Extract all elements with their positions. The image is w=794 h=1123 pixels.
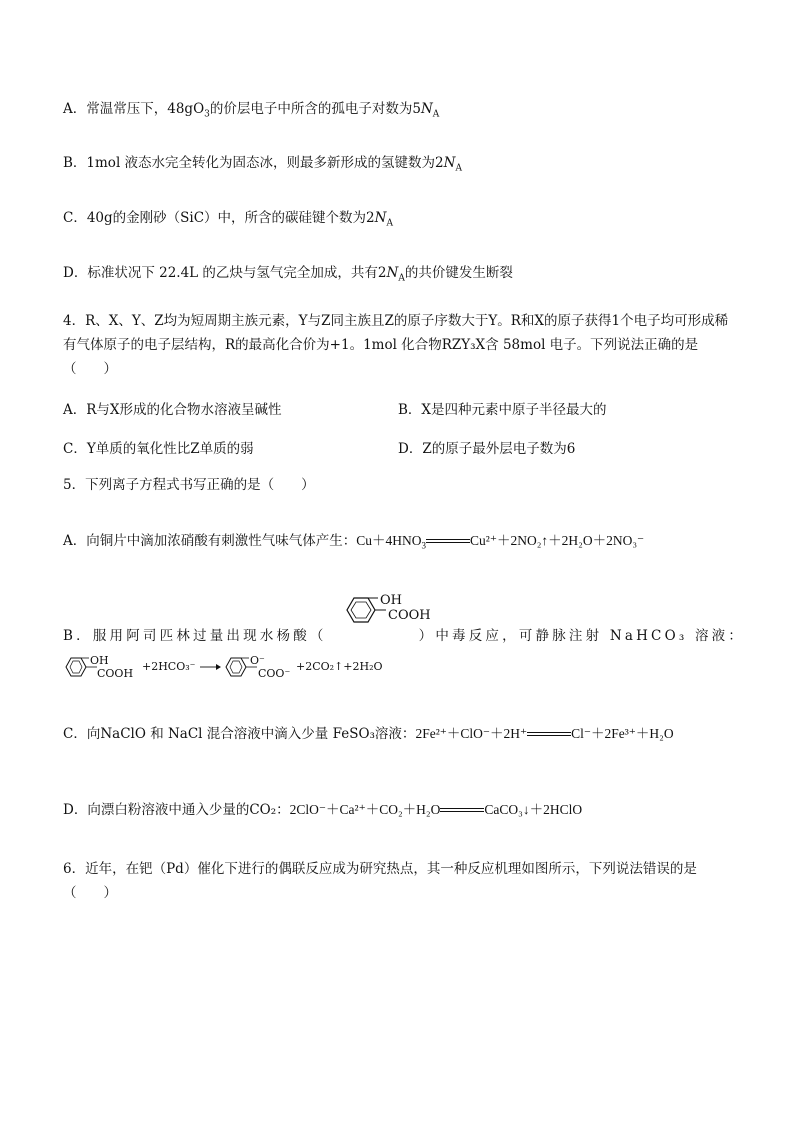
scheme-coo-minus-label: COO⁻ <box>258 667 291 680</box>
q4-option-c: C．Y单质的氧化性比Z单质的弱 <box>63 441 254 457</box>
q5-option-b-text: B．服用阿司匹林过量出现水杨酸（ <box>63 628 327 644</box>
subscript: A <box>455 163 462 174</box>
q5-option-d-text: D．向漂白粉溶液中通入少量的CO₂： <box>63 802 290 818</box>
q3-option-a-text: A．常温常压下，48gO <box>63 101 205 117</box>
scheme-bicarbonate: +2HCO₃⁻ <box>142 660 196 673</box>
equals-arrow-icon <box>440 806 484 816</box>
q3-option-d-text: D．标准状况下 22.4L 的乙炔与氢气完全加成，共有2 <box>63 265 387 281</box>
avogadro-symbol: N <box>443 155 456 171</box>
q4-option-d: D．Z的原子最外层电子数为6 <box>398 441 576 457</box>
subscript: A <box>432 109 440 120</box>
equation-right: Cu²⁺＋2NO₂↑＋2H₂O＋2NO₃⁻ <box>470 533 645 548</box>
q3-option-a-text2: 的价层电子中所含的孤电子对数为5 <box>209 101 421 117</box>
q3-option-c-text: C．40g的金刚砂（SiC）中，所含的碳硅键个数为2 <box>63 210 375 226</box>
equation-left: Cu＋4HNO <box>356 533 422 548</box>
scheme-oh-label: OH <box>90 654 109 667</box>
equation-right: CaCO₃↓＋2HClO <box>484 802 583 817</box>
equals-arrow-icon <box>527 730 571 740</box>
q4-option-a: A．R与X形成的化合物水溶液呈碱性 <box>63 402 282 418</box>
q3-option-b-text: B．1mol 液态水完全转化为固态冰，则最多新形成的氢键数为2 <box>63 155 444 171</box>
struct-oh-label: OH <box>380 593 402 608</box>
q3-option-d <box>63 263 513 289</box>
q5-option-a-text: A．向铜片中滴加浓硝酸有刺激性气味气体产生： <box>63 533 357 549</box>
subscript: A <box>386 218 393 229</box>
avogadro-symbol: N <box>374 210 387 226</box>
avogadro-symbol: N <box>386 265 399 281</box>
q5-option-a: A．向铜片中滴加浓硝酸有刺激性气味气体产生：$Cu+4HNO_3$ Cu²⁺＋2NO₂↑＋2H₂O＋2NO₃⁻ <box>63 533 645 551</box>
q3-option-a <box>63 99 439 125</box>
q5-option-c-text: C．向NaClO 和 NaCl 混合溶液中滴入少量 FeSO₃溶液： <box>63 726 416 742</box>
subscript: A <box>398 273 405 284</box>
equation-left: 2ClO⁻＋Ca²⁺＋CO₂＋H₂O <box>289 802 441 817</box>
equation-left: 2Fe²⁺＋ClO⁻＋2H⁺ <box>415 726 528 741</box>
scheme-products: +2CO₂↑+2H₂O <box>296 660 383 673</box>
subscript: 3 <box>204 109 210 120</box>
q5-option-d <box>63 800 582 820</box>
q5-stem: 5．下列离子方程式书写正确的是（ ） <box>63 477 315 493</box>
q5-option-c <box>63 724 674 744</box>
q4-option-b: B．X是四种元素中原子半径最大的 <box>398 402 607 418</box>
q3-option-d-suffix: 的共价键发生断裂 <box>404 265 513 281</box>
equals-arrow-icon <box>426 537 470 547</box>
q3-option-b <box>63 153 462 179</box>
q3-option-c <box>63 208 393 234</box>
q5-option-b-text2: ）中毒反应，可静脉注射 NaHCO₃ 溶液： <box>418 628 746 644</box>
avogadro-symbol: N <box>420 101 433 117</box>
scheme-cooh-label: COOH <box>97 667 134 680</box>
equation-right: Cl⁻＋2Fe³⁺＋H₂O <box>571 726 674 741</box>
scheme-o-minus-label: O⁻ <box>250 654 265 667</box>
q6-stem: 6．近年，在钯（Pd）催化下进行的偶联反应成为研究热点，其一种反应机理如图所示，下列说法错误的是（ ） <box>63 861 697 901</box>
struct-cooh-label: COOH <box>388 608 431 623</box>
q4-stem: 4．R、X、Y、Z均为短周期主族元素，Y与Z同主族且Z的原子序数大于Y。R和X的原子获得1个电子均可形成稀有气体原子的电子层结构，R的最高化合价为+1。1mol 化合物RZY₃X含 58mol 电子。下列说法正确的是（ ） <box>63 313 729 377</box>
